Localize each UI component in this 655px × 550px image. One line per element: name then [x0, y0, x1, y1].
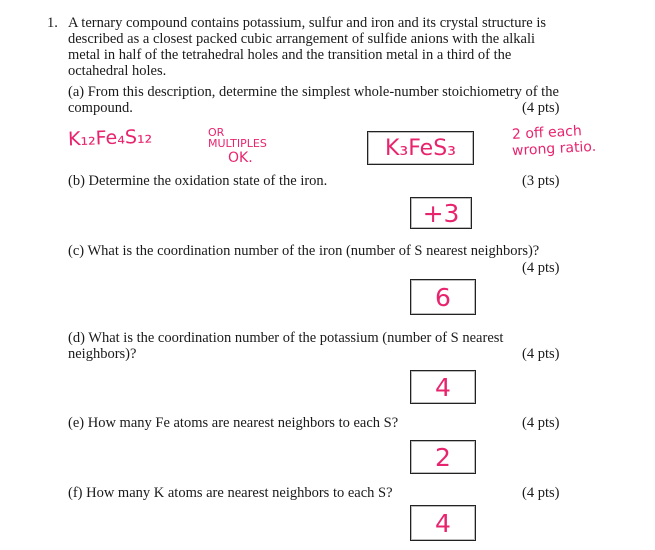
answer-box-e: 2 — [410, 440, 476, 474]
part-d-points: (4 pts) — [522, 346, 560, 362]
part-a-points: (4 pts) — [522, 100, 560, 116]
answer-box-b: +3 — [410, 197, 472, 229]
part-d-text: (d) What is the coordination number of the potassium (number of S nearest — [68, 330, 504, 346]
question-number: 1. — [47, 15, 58, 31]
part-d-text-2: neighbors)? — [68, 346, 137, 362]
handwritten-multiples: MULTIPLES — [208, 137, 267, 150]
part-b-text: (b) Determine the oxidation state of the iron. — [68, 173, 328, 189]
handwritten-formula-note: K₁₂Fe₄S₁₂ — [67, 125, 153, 151]
part-f-text: (f) How many K atoms are nearest neighbors to each S? — [68, 485, 393, 501]
answer-box-a: K₃FeS₃ — [367, 131, 474, 165]
handwritten-or: OR — [208, 126, 225, 139]
intro-line-4: octahedral holes. — [68, 63, 167, 79]
part-a-text: (a) From this description, determine the simplest whole-number stoichiometry of the — [68, 84, 559, 100]
intro-line-1: A ternary compound contains potassium, sulfur and iron and its crystal structure is — [68, 15, 547, 31]
part-a-text-2: compound. — [68, 100, 133, 116]
part-c-points: (4 pts) — [522, 260, 560, 276]
answer-box-c: 6 — [410, 279, 476, 315]
part-f-points: (4 pts) — [522, 485, 560, 501]
part-e-text: (e) How many Fe atoms are nearest neighbors to each S? — [68, 415, 399, 431]
answer-box-d: 4 — [410, 370, 476, 404]
part-c-text: (c) What is the coordination number of the iron (number of S nearest neighbors)? — [68, 243, 540, 259]
part-b-points: (3 pts) — [522, 173, 560, 189]
intro-line-3: metal in half of the tetrahedral holes and the transition metal in a third of the — [68, 47, 512, 63]
intro-line-2: described as a closest packed cubic arrangement of sulfide anions with the alkali — [68, 31, 536, 47]
answer-box-f: 4 — [410, 505, 476, 541]
handwritten-ok: OK. — [228, 150, 253, 166]
part-e-points: (4 pts) — [522, 415, 560, 431]
handwritten-deduction-line-2: wrong ratio. — [511, 138, 597, 160]
handwritten-deduction-line-1: 2 off each — [511, 123, 583, 143]
